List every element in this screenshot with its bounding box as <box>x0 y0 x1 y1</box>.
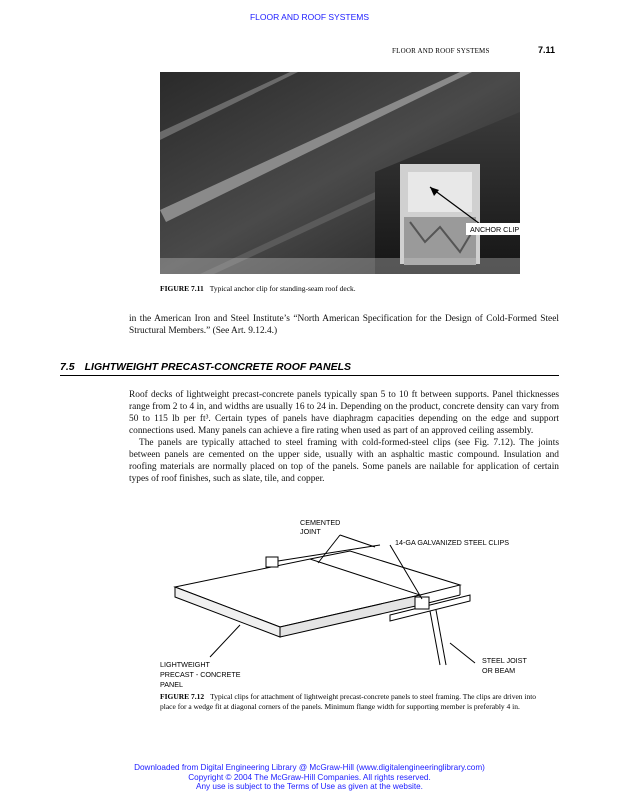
footer-copyright: Copyright © 2004 The McGraw-Hill Companies. All rights reserved. <box>188 772 431 782</box>
continuation-paragraph: in the American Iron and Steel Institute’s “North American Specification for the Design of Cold-Formed Steel Structural Members.” (See Art. 9.12.4.) <box>129 314 559 337</box>
figure-7-12-caption <box>160 692 540 712</box>
label-joist: OR BEAM <box>482 666 516 675</box>
body-paragraph: The panels are typically attached to steel framing with cold-formed-steel clips (see Fig. 7.12). The joints between panels are cemented on the upper side, usually with an asphaltic mastic compound. Insulation and roofing materials are normally placed on top of the panels. Some panels are nailable for application of certain types of roof finishes, such as slate, tile, and copper. <box>129 438 559 484</box>
caption-label: FIGURE 7.12 <box>160 692 205 701</box>
section-heading <box>60 361 351 373</box>
section-rule <box>60 375 559 376</box>
page-number: 7.11 <box>538 45 556 55</box>
caption-label: FIGURE 7.11 <box>160 284 204 293</box>
steel-clip <box>266 557 278 567</box>
top-link[interactable]: FLOOR AND ROOF SYSTEMS <box>249 12 370 22</box>
figure-7-11-photo <box>160 72 520 274</box>
anchor-clip-label: ANCHOR CLIP <box>470 225 520 234</box>
caption-text: Typical anchor clip for standing-seam roof deck. <box>209 284 356 293</box>
running-title: FLOOR AND ROOF SYSTEMS <box>392 47 490 55</box>
body-paragraph: Roof decks of lightweight precast-concrete panels typically span 5 to 10 ft between supports. Panel thicknesses range from 2 to 4 in, and widths are usually 16 to 24 in. Depending on the product, concrete density can vary from 50 to 115 lb per ft³. Certain types of panels have diaphragm capacities depending on the edge and support connections used. Many panels can achieve a fire rating when used as part of an approved ceiling assembly. <box>129 390 559 436</box>
label-steel-clips: 14-GA GALVANIZED STEEL CLIPS <box>395 538 510 547</box>
label-cemented-joint: CEMENTED <box>300 518 341 527</box>
figure-7-12-diagram <box>150 515 550 690</box>
label-panel: LIGHTWEIGHT <box>160 660 210 669</box>
section-number: 7.5 <box>60 361 75 373</box>
label-cemented-joint: JOINT <box>300 527 321 536</box>
body-text <box>129 389 559 485</box>
footer <box>0 763 619 792</box>
panel-top <box>175 559 420 627</box>
label-joist: STEEL JOIST <box>482 656 527 665</box>
label-panel: PRECAST - CONCRETE <box>160 670 241 679</box>
footer-download-link[interactable]: Downloaded from Digital Engineering Library @ McGraw-Hill (www.digitalengineeringlibrary.com) <box>134 763 485 772</box>
label-panel: PANEL <box>160 680 184 689</box>
section-title: LIGHTWEIGHT PRECAST-CONCRETE ROOF PANELS <box>84 361 352 373</box>
figure-7-11-caption <box>160 284 356 293</box>
caption-text: Typical clips for attachment of lightweight precast-concrete panels to steel framing. The clips are driven into place for a wedge fit at diagonal corners of the panels. Minimum flange width for supporting member is preferably 4 in. <box>160 692 537 711</box>
footer-terms-link[interactable]: Any use is subject to the Terms of Use as given at the website. <box>196 782 423 792</box>
